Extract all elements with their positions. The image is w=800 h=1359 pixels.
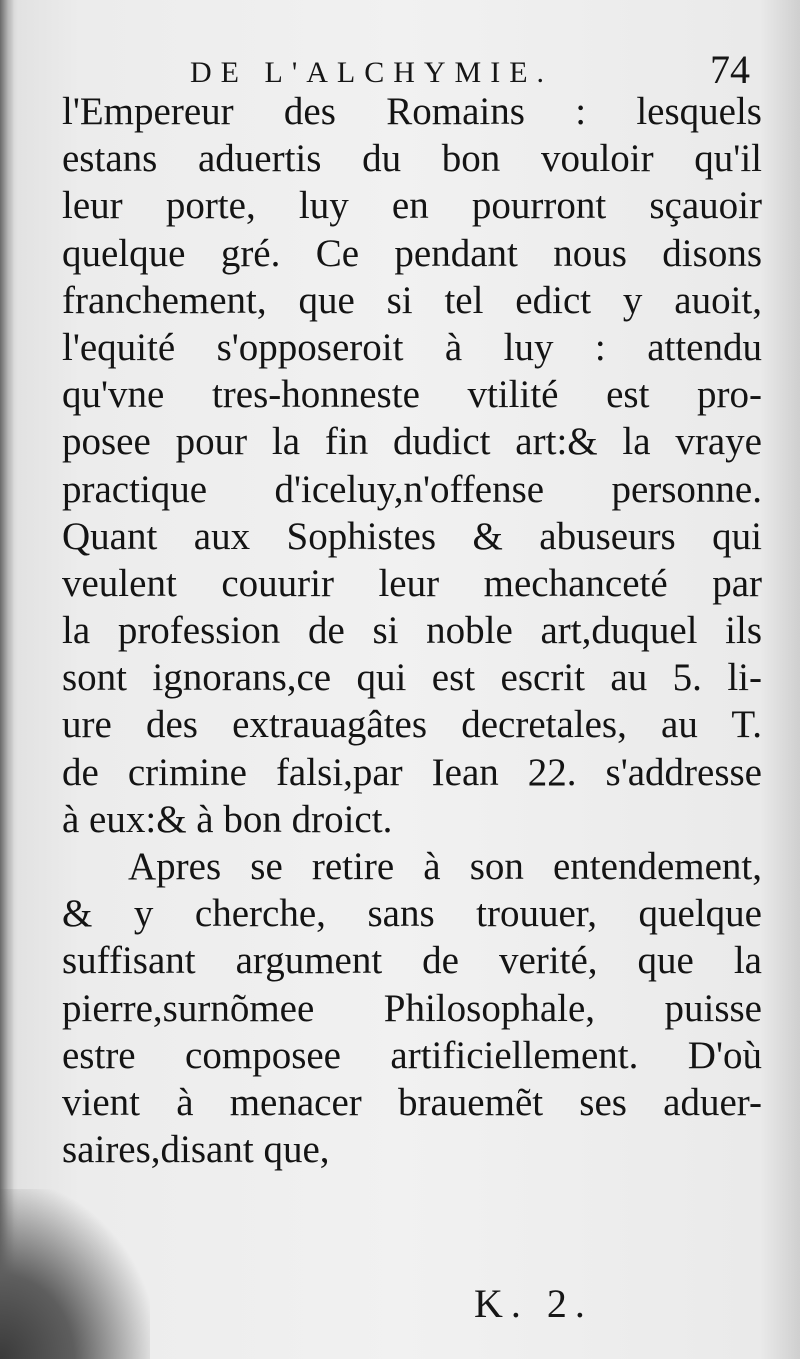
running-title: DE L'ALCHYMIE. [190,56,554,89]
page-corner-shadow [0,1189,150,1359]
text-line: la profession de si noble art,duquel ils [62,609,762,653]
text-line: veulent couurir leur mechanceté par [62,561,762,605]
text-line: sont ignorans,ce qui est escrit au 5. li- [62,656,762,700]
text-line: estans aduertis du bon vouloir qu'il [62,137,762,181]
body-text [62,88,762,1173]
text-line: saires,disant que, [62,1128,330,1172]
gutter-shadow [0,0,14,1359]
text-line: leur porte, luy en pourront sçauoir [62,184,762,228]
text-line: suffisant argument de verité, que la [62,939,762,983]
text-line: vient à menacer brauemẽt ses aduer- [62,1080,762,1124]
text-line: franchement, que si tel edict y auoit, [62,278,762,322]
text-line: l'equité s'opposeroit à luy : attendu [62,325,762,369]
page-number: 74 [710,47,750,92]
text-line: à eux:& à bon droict. [62,797,393,841]
text-line: de crimine falsi,par Iean 22. s'addresse [62,750,762,794]
text-line: quelque gré. Ce pendant nous disons [62,231,762,275]
text-line: & y cherche, sans trouuer, quelque [62,892,762,936]
text-line: Apres se retire à son entendement, [128,845,762,888]
text-line: practique d'iceluy,n'offense personne. [62,467,762,511]
text-line: qu'vne tres-honneste vtilité est pro- [62,373,762,417]
text-line: pierre,surnõmee Philosophale, puisse [62,986,762,1030]
text-line: Quant aux Sophistes & abuseurs qui [62,514,762,558]
signature-mark: K. 2. [474,1281,593,1326]
text-line: l'Empereur des Romains : lesquels [62,90,762,133]
text-line: estre composee artificiellement. D'où [62,1033,762,1077]
text-line: ure des extrauagâtes decretales, au T. [62,703,762,747]
text-line: posee pour la fin dudict art:& la vraye [62,420,762,464]
